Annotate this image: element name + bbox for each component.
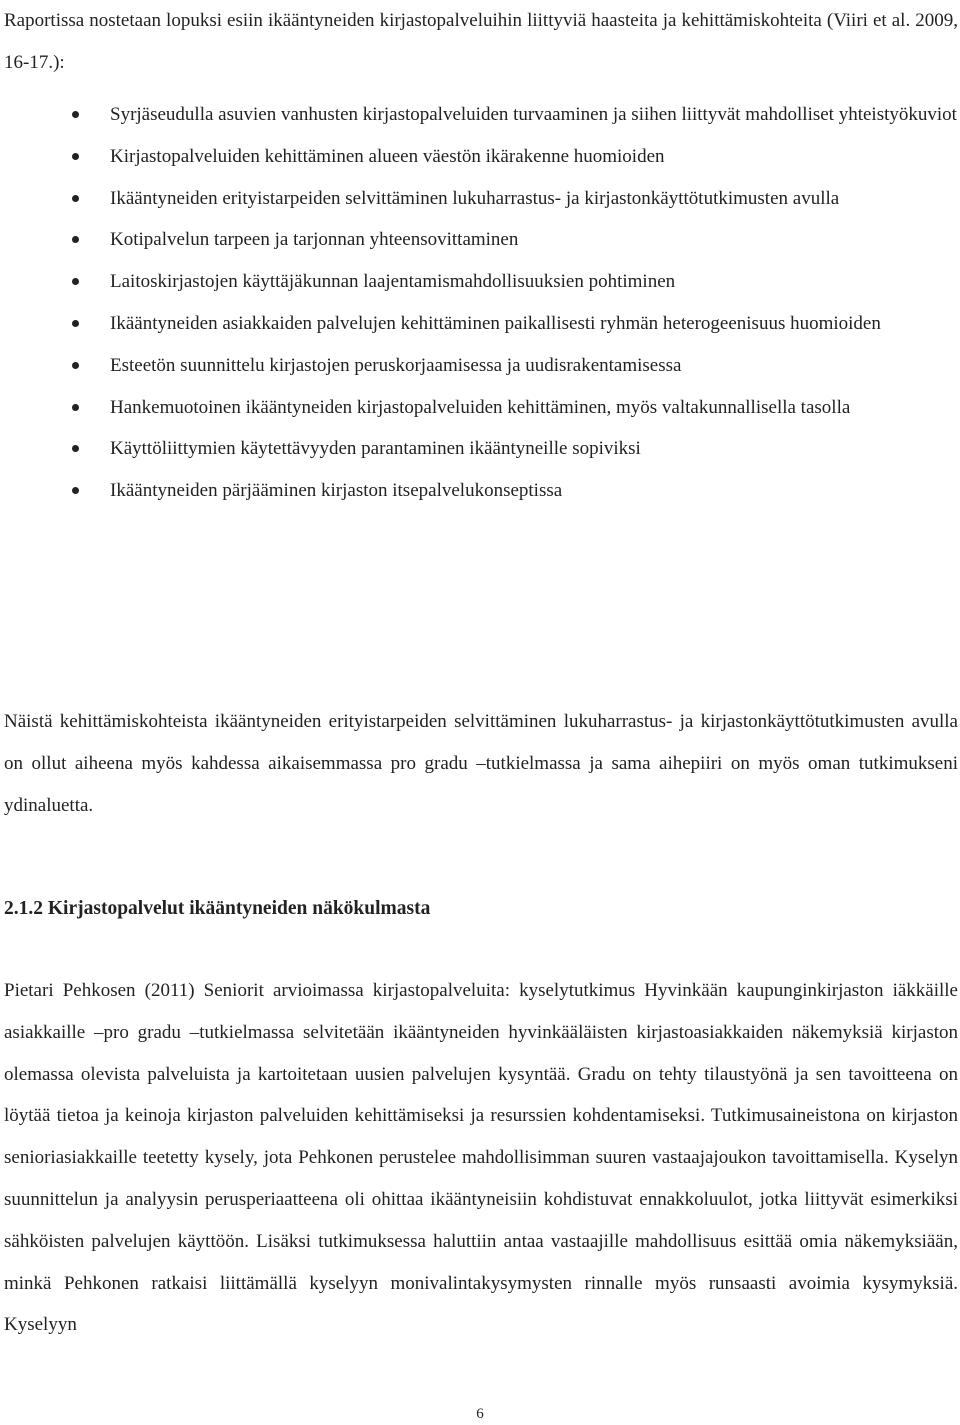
bullet-text: Ikääntyneiden erityistarpeiden selvittäminen lukuharrastus- ja kirjastonkäyttötutkimusten avulla	[110, 187, 840, 209]
bullet-icon	[72, 195, 79, 202]
bullet-icon	[72, 111, 79, 118]
bullet-text: Ikääntyneiden asiakkaiden palvelujen kehittäminen paikallisesti ryhmän heterogeenisuus huomioiden	[110, 312, 881, 334]
bullet-item	[0, 94, 960, 136]
bullet-item	[0, 219, 960, 261]
bullet-item	[0, 387, 960, 429]
bullet-text: Hankemuotoinen ikääntyneiden kirjastopalveluiden kehittäminen, myös valtakunnallisella tasolla	[110, 396, 851, 418]
bullet-item	[0, 428, 960, 470]
bullet-item	[0, 136, 960, 178]
page-number: 6	[476, 1406, 484, 1422]
summary-paragraph: Näistä kehittämiskohteista ikääntyneiden erityistarpeiden selvittäminen lukuharrastus- ja kirjastonkäyttötutkimusten avulla on ollut aiheena myös kahdessa aikaisemmassa pro gradu –tutkielmassa ja sama aihepiiri on myös oman tutkimukseni ydinaluetta.	[4, 711, 958, 816]
bullet-text: Kotipalvelun tarpeen ja tarjonnan yhteensovittaminen	[110, 229, 519, 251]
bullet-item	[0, 261, 960, 303]
bullet-text: Esteetön suunnittelu kirjastojen peruskorjaamisessa ja uudisrakentamisessa	[110, 354, 682, 376]
bullet-icon	[72, 362, 79, 369]
intro-paragraph: Raportissa nostetaan lopuksi esiin ikääntyneiden kirjastopalveluihin liittyviä haasteita ja kehittämiskohteita (Viiri et al. 2009, 16-17.):	[4, 10, 958, 73]
bullet-icon	[72, 320, 79, 327]
bullet-icon	[72, 404, 79, 411]
bullet-icon	[72, 487, 79, 494]
bullet-text: Kirjastopalveluiden kehittäminen alueen väestön ikärakenne huomioiden	[110, 145, 665, 167]
body-paragraph: Pietari Pehkosen (2011) Seniorit arvioimassa kirjastopalveluita: kyselytutkimus Hyvinkään kaupunginkirjaston iäkkäille asiakkaille –pro gradu –tutkielmassa selvitetään ikääntyneiden hyvinkääläisten kirjastoasiakkaiden näkemyksiä kirjaston olemassa olevista palveluista ja kartoitetaan uusien palvelujen kysyntää. Gradu on tehty tilaustyönä ja sen tavoitteena on löytää tietoa ja keinoja kirjaston palveluiden kehittämiseksi ja resurssien kohdentamiseksi. Tutkimusaineistona on kirjaston senioriasiakkaille teetetty kysely, jota Pehkonen perustelee mahdollisimman suuren vastaajajoukon tavoittamisella. Kyselyn suunnittelun ja analyysin perusperiaatteena oli ohittaa ikääntyneisiin kohdistuvat ennakkoluulot, jotka liittyvät esimerkiksi sähköisten palvelujen käyttöön. Lisäksi tutkimuksessa haluttiin antaa vastaajille mahdollisuus esittää omia näkemyksiään, minkä Pehkonen ratkaisi liittämällä kyselyyn monivalintakysymysten rinnalle myös runsaasti avoimia kysymyksiä. Kyselyyn	[4, 980, 958, 1336]
bullet-item	[0, 470, 960, 512]
bullet-icon	[72, 278, 79, 285]
bullet-item	[0, 303, 960, 345]
bullet-item	[0, 178, 960, 220]
bullet-item	[0, 345, 960, 387]
bullet-text: Syrjäseudulla asuvien vanhusten kirjastopalveluiden turvaaminen ja siihen liittyvät mahdolliset yhteistyökuviot	[110, 104, 957, 125]
bullet-text: Käyttöliittymien käytettävyyden parantaminen ikääntyneille sopiviksi	[110, 438, 641, 460]
bullet-text: Ikääntyneiden pärjääminen kirjaston itsepalvelukonseptissa	[110, 480, 563, 502]
bullet-icon	[72, 236, 79, 243]
bullet-icon	[72, 153, 79, 160]
bullet-list	[0, 94, 960, 512]
section-heading: 2.1.2 Kirjastopalvelut ikääntyneiden näkökulmasta	[4, 898, 431, 919]
bullet-icon	[72, 445, 79, 452]
bullet-text: Laitoskirjastojen käyttäjäkunnan laajentamismahdollisuuksien pohtiminen	[110, 271, 676, 293]
